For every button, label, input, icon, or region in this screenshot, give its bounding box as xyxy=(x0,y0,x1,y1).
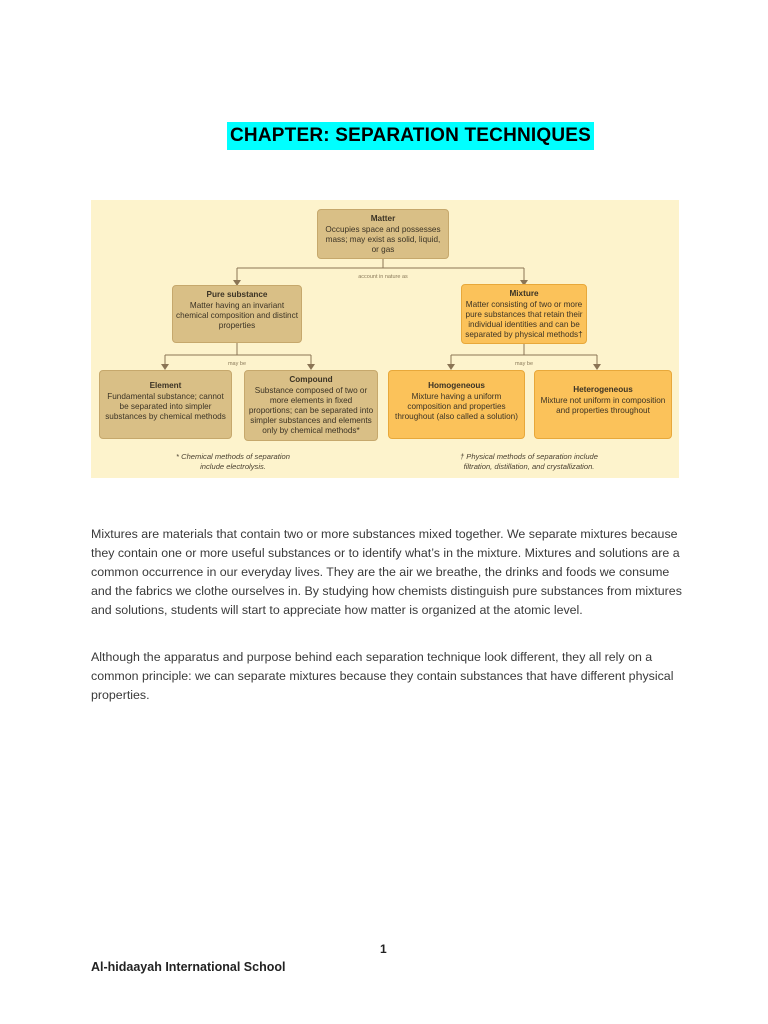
compound-title: Compound xyxy=(289,375,333,384)
homogeneous-title: Homogeneous xyxy=(428,381,485,390)
physical-methods-note: † Physical methods of separation include filtration, distillation, and crystallization. xyxy=(459,452,599,471)
matter-node xyxy=(317,209,449,259)
pure-substance-title: Pure substance xyxy=(206,290,268,299)
element-node xyxy=(99,370,232,439)
compound-desc: Substance composed of two or more elements in fixed proportions; can be separated into simpler substances and elements only by chemical methods* xyxy=(248,386,374,435)
heterogeneous-node xyxy=(534,370,672,439)
matter-desc: Occupies space and possesses mass; may exist as solid, liquid, or gas xyxy=(325,225,441,254)
intro-paragraph: Mixtures are materials that contain two or more substances mixed together. We separate mixtures because they contain one or more useful substances or to identify what’s in the mixture. Mixtures and solutions are a common occurrence in our everyday lives. They are the air we breathe, the drinks and foods we consume and the fabrics we clothe ourselves in. By studying how chemists distinguish pure substances from mixtures and solutions, students will start to appreciate how matter is organized at the atomic level. xyxy=(91,527,682,617)
mixture-node xyxy=(461,284,587,344)
matter-label: account in nature as xyxy=(358,274,408,280)
pure-substance-node xyxy=(172,285,302,343)
mixture-desc: Matter consisting of two or more pure substances that retain their individual identities and can be separated by physical methods† xyxy=(465,300,583,339)
element-desc: Fundamental substance; cannot be separated into simpler substances by chemical methods xyxy=(105,392,226,421)
principle-paragraph: Although the apparatus and purpose behind each separation technique look different, they all rely on a common principle: we can separate mixtures because they contain substances that have different physical properties. xyxy=(91,650,674,702)
chapter-title: CHAPTER: SEPARATION TECHNIQUES xyxy=(227,122,594,150)
homogeneous-node xyxy=(388,370,525,439)
matter-title: Matter xyxy=(370,214,396,223)
classification-of-matter-diagram xyxy=(91,200,679,478)
heterogeneous-desc: Mixture not uniform in composition and properties throughout xyxy=(540,396,666,415)
element-title: Element xyxy=(149,381,182,390)
pure-substance-desc: Matter having an invariant chemical composition and distinct properties xyxy=(176,301,298,330)
school-footer: Al-hidaayah International School xyxy=(91,960,286,974)
homogeneous-desc: Mixture having a uniform composition and properties throughout (also called a solution) xyxy=(395,392,518,421)
pure-may-be-label: may be xyxy=(227,361,247,367)
compound-node xyxy=(244,370,378,441)
mixture-may-be-label: may be xyxy=(514,361,534,367)
page-number: 1 xyxy=(380,942,387,956)
chemical-methods-note: * Chemical methods of separation include electrolysis. xyxy=(176,452,290,471)
mixture-title: Mixture xyxy=(509,289,539,298)
heterogeneous-title: Heterogeneous xyxy=(573,385,633,394)
